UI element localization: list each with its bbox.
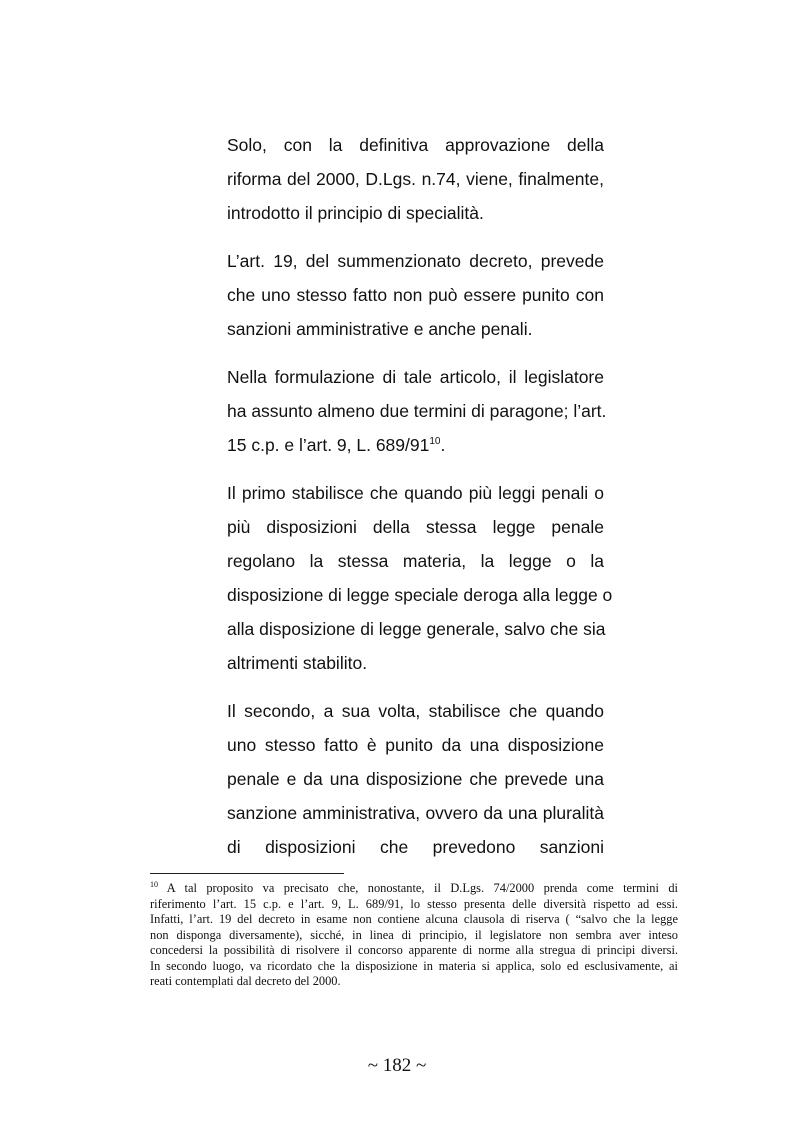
paragraph-3 (227, 360, 607, 462)
text-line: Il primo stabilisce che quando più leggi penali o (227, 483, 604, 503)
footnote-reference[interactable]: 10 (429, 436, 441, 447)
paragraph-2 (227, 244, 604, 346)
text-line: sanzione amministrativa, ovvero da una pluralità (227, 803, 604, 823)
text-line: L’art. 19, del summenzionato decreto, prevede (227, 251, 604, 271)
footnote-line: In secondo luogo, va ricordato che la disposizione in materia si applica, solo ed esclusivamente, ai (150, 958, 678, 973)
text-line: che uno stesso fatto non può essere punito con (227, 285, 604, 305)
footnote-line: non disponga diversamente), sicché, in linea di principio, il legislatore non sembra aver inteso (150, 927, 678, 942)
text-line: uno stesso fatto è punito da una disposizione (227, 735, 604, 755)
text-line: altrimenti stabilito. (227, 653, 368, 673)
text-line (227, 428, 604, 462)
footnote-line (150, 881, 678, 897)
text-line: Nella formulazione di tale articolo, il legislatore (227, 367, 604, 387)
footnote-line: concedersi la possibilità di risolvere il concorso apparente di norme alla stregua di principi diversi. (150, 943, 678, 957)
text-line: regolano la stessa materia, la legge o la (227, 551, 604, 571)
footnote-line: riferimento l’art. 15 c.p. e l’art. 9, L. 689/91, lo stesso presenta delle diversità rispetto ad essi. (150, 896, 678, 911)
text-line: ha assunto almeno due termini di paragone; l’art. (227, 401, 607, 421)
footnote-line: Infatti, l’art. 19 del decreto in esame non contiene alcuna clausola di riserva ( “salvo che la legge (150, 912, 678, 926)
footnote (150, 881, 678, 990)
text-line: alla disposizione di legge generale, salvo che sia (227, 619, 606, 639)
text-line: introdotto il principio di specialità. (227, 203, 484, 223)
footnote-line: reati contemplati dal decreto del 2000. (150, 974, 341, 988)
text-line: riforma del 2000, D.Lgs. n.74, viene, finalmente, (227, 169, 604, 189)
text-fragment: 15 c.p. e l’art. 9, L. 689/91 (227, 435, 430, 455)
text-line: penale e da una disposizione che prevede una (227, 769, 604, 789)
paragraph-5 (227, 694, 604, 864)
text-line: disposizione di legge speciale deroga alla legge o (227, 585, 613, 605)
text-line: Il secondo, a sua volta, stabilisce che quando (227, 701, 604, 721)
body-text (227, 128, 613, 864)
page-number: ~ 182 ~ (367, 1055, 427, 1076)
paragraph-4 (227, 476, 613, 680)
paragraph-1 (227, 128, 604, 230)
text-fragment: . (440, 435, 446, 455)
text-line: di disposizioni che prevedono sanzioni (227, 837, 604, 857)
text-line: più disposizioni della stessa legge penale (227, 517, 604, 537)
footnote-number: 10 (150, 880, 158, 889)
text-line: Solo, con la definitiva approvazione della (227, 135, 604, 155)
text-line: sanzioni amministrative e anche penali. (227, 319, 533, 339)
text-fragment: A tal proposito va precisato che, nonostante, il D.Lgs. 74/2000 prenda come termini di (158, 881, 678, 895)
footnote-separator (150, 873, 344, 874)
